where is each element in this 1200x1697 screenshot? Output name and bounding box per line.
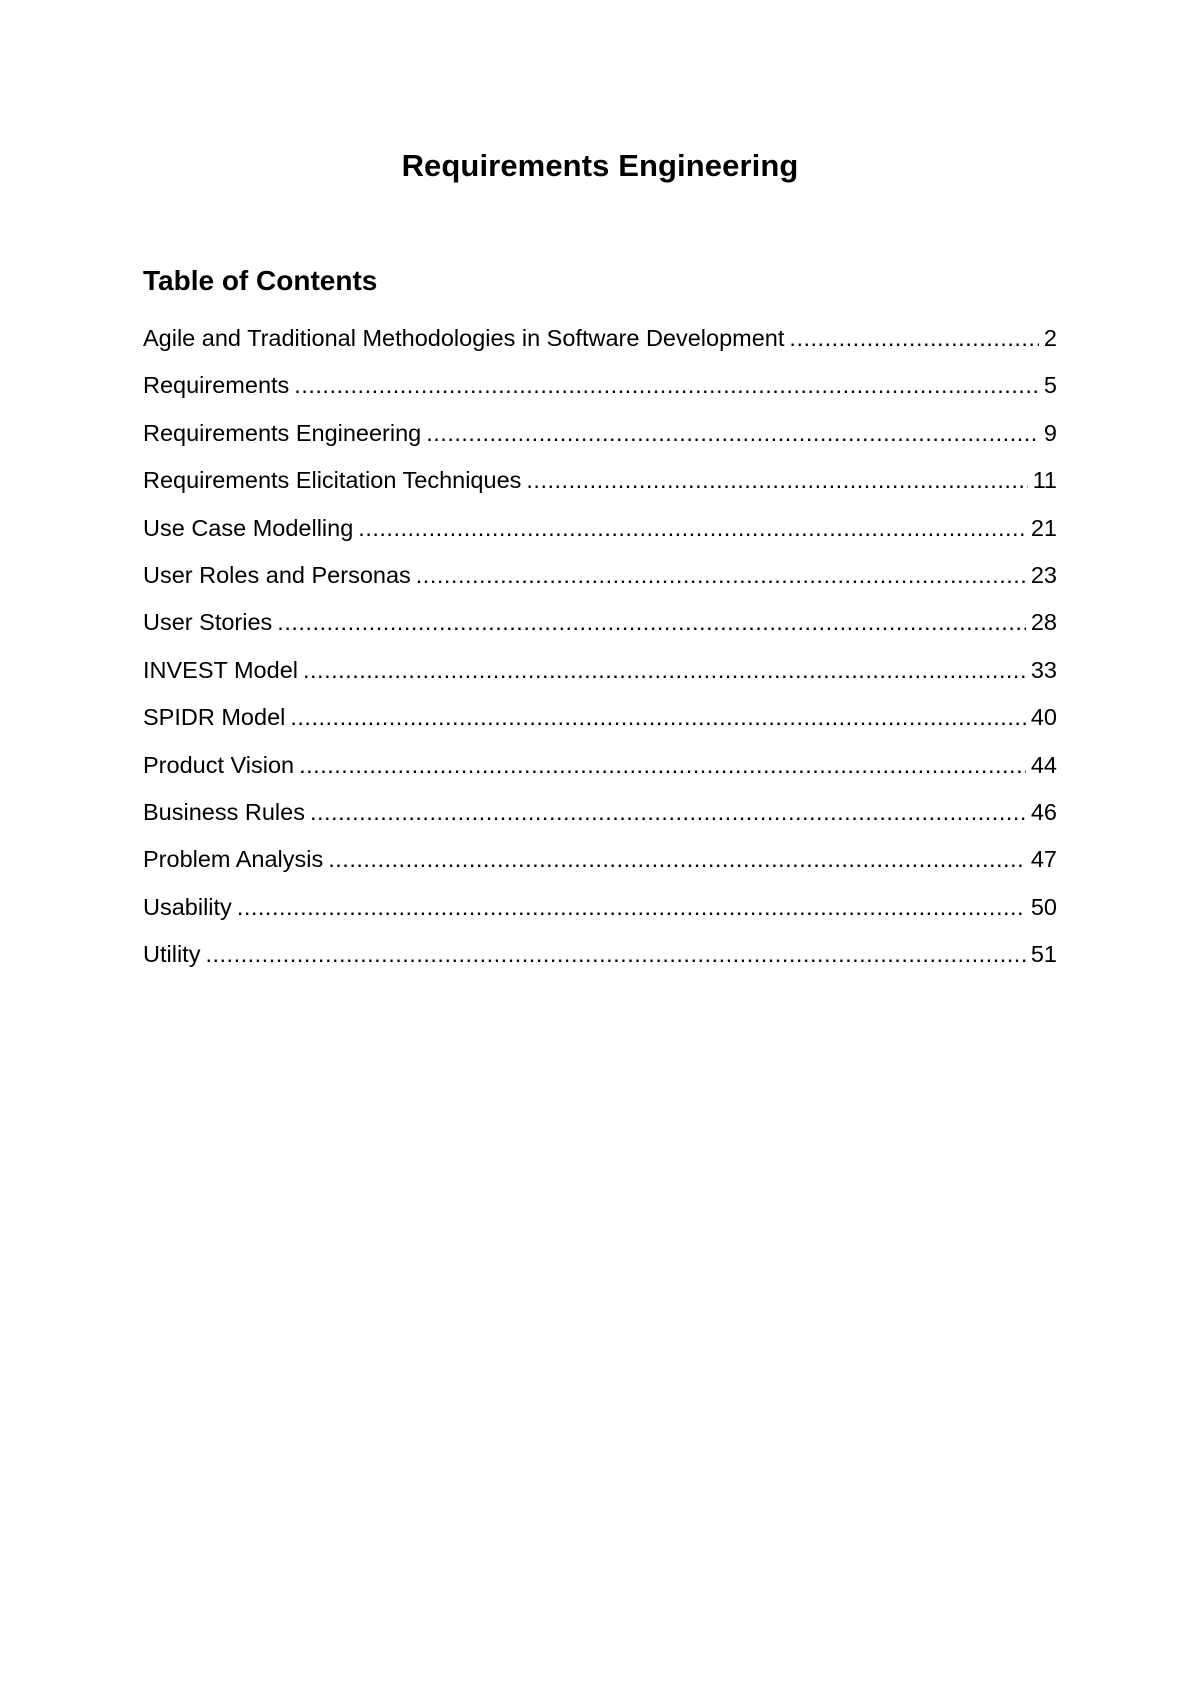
toc-dot-leader bbox=[416, 552, 1026, 599]
toc-dot-leader bbox=[290, 694, 1026, 741]
toc-entry[interactable] bbox=[143, 457, 1057, 504]
toc-entry-label: User Roles and Personas bbox=[143, 561, 411, 588]
toc-dot-leader bbox=[205, 931, 1025, 978]
toc-heading: Table of Contents bbox=[143, 265, 378, 296]
toc-entry-label: SPIDR Model bbox=[143, 704, 286, 731]
table-of-contents bbox=[143, 315, 1057, 978]
toc-dot-leader bbox=[358, 505, 1026, 552]
toc-entry-page: 2 bbox=[1043, 325, 1057, 351]
toc-entry-page: 21 bbox=[1030, 514, 1057, 541]
toc-dot-leader bbox=[303, 647, 1026, 694]
toc-entry-label: Requirements Elicitation Techniques bbox=[143, 467, 522, 494]
toc-entry[interactable] bbox=[143, 694, 1057, 741]
toc-entry[interactable] bbox=[143, 884, 1057, 931]
toc-entry-page: 47 bbox=[1030, 846, 1057, 873]
toc-dot-leader bbox=[277, 599, 1026, 646]
toc-entry-label: Usability bbox=[143, 893, 232, 920]
toc-dot-leader bbox=[237, 884, 1026, 931]
toc-entry-label: Requirements Engineering bbox=[143, 419, 422, 446]
toc-entry-page: 9 bbox=[1043, 419, 1057, 446]
toc-dot-leader bbox=[426, 410, 1039, 457]
toc-entry-page: 40 bbox=[1030, 704, 1057, 731]
document-title: Requirements Engineering bbox=[401, 148, 799, 183]
toc-dot-leader bbox=[299, 742, 1026, 789]
toc-entry-page: 28 bbox=[1030, 609, 1057, 636]
toc-entry[interactable] bbox=[143, 647, 1057, 694]
toc-entry[interactable] bbox=[143, 505, 1057, 552]
toc-entry[interactable] bbox=[143, 836, 1057, 883]
toc-entry-label: Agile and Traditional Methodologies in Software Development bbox=[143, 325, 785, 351]
toc-dot-leader bbox=[328, 836, 1026, 883]
toc-entry-page: 33 bbox=[1030, 656, 1057, 683]
toc-entry[interactable] bbox=[143, 315, 1057, 362]
toc-dot-leader bbox=[526, 457, 1027, 504]
toc-dot-leader bbox=[310, 789, 1026, 836]
toc-entry[interactable] bbox=[143, 552, 1057, 599]
toc-entry-page: 44 bbox=[1030, 751, 1057, 778]
toc-entry[interactable] bbox=[143, 789, 1057, 836]
toc-entry[interactable] bbox=[143, 410, 1057, 457]
toc-entry-label: User Stories bbox=[143, 609, 273, 636]
toc-dot-leader bbox=[789, 315, 1039, 362]
toc-entry[interactable] bbox=[143, 742, 1057, 789]
toc-entry-label: Utility bbox=[143, 941, 201, 968]
toc-entry-label: Product Vision bbox=[143, 751, 295, 778]
toc-entry-page: 23 bbox=[1030, 561, 1057, 588]
toc-entry-page: 5 bbox=[1043, 372, 1057, 399]
toc-entry-label: INVEST Model bbox=[143, 656, 298, 683]
toc-entry[interactable] bbox=[143, 362, 1057, 409]
toc-entry-label: Use Case Modelling bbox=[143, 514, 354, 541]
toc-entry-page: 51 bbox=[1030, 941, 1057, 968]
toc-entry-page: 11 bbox=[1032, 467, 1057, 494]
toc-entry[interactable] bbox=[143, 931, 1057, 978]
toc-dot-leader bbox=[294, 362, 1039, 409]
toc-entry[interactable] bbox=[143, 599, 1057, 646]
toc-entry-label: Requirements bbox=[143, 372, 290, 399]
toc-entry-label: Business Rules bbox=[143, 798, 305, 825]
toc-entry-page: 46 bbox=[1030, 798, 1057, 825]
toc-entry-label: Problem Analysis bbox=[143, 846, 324, 873]
toc-entry-page: 50 bbox=[1030, 893, 1057, 920]
